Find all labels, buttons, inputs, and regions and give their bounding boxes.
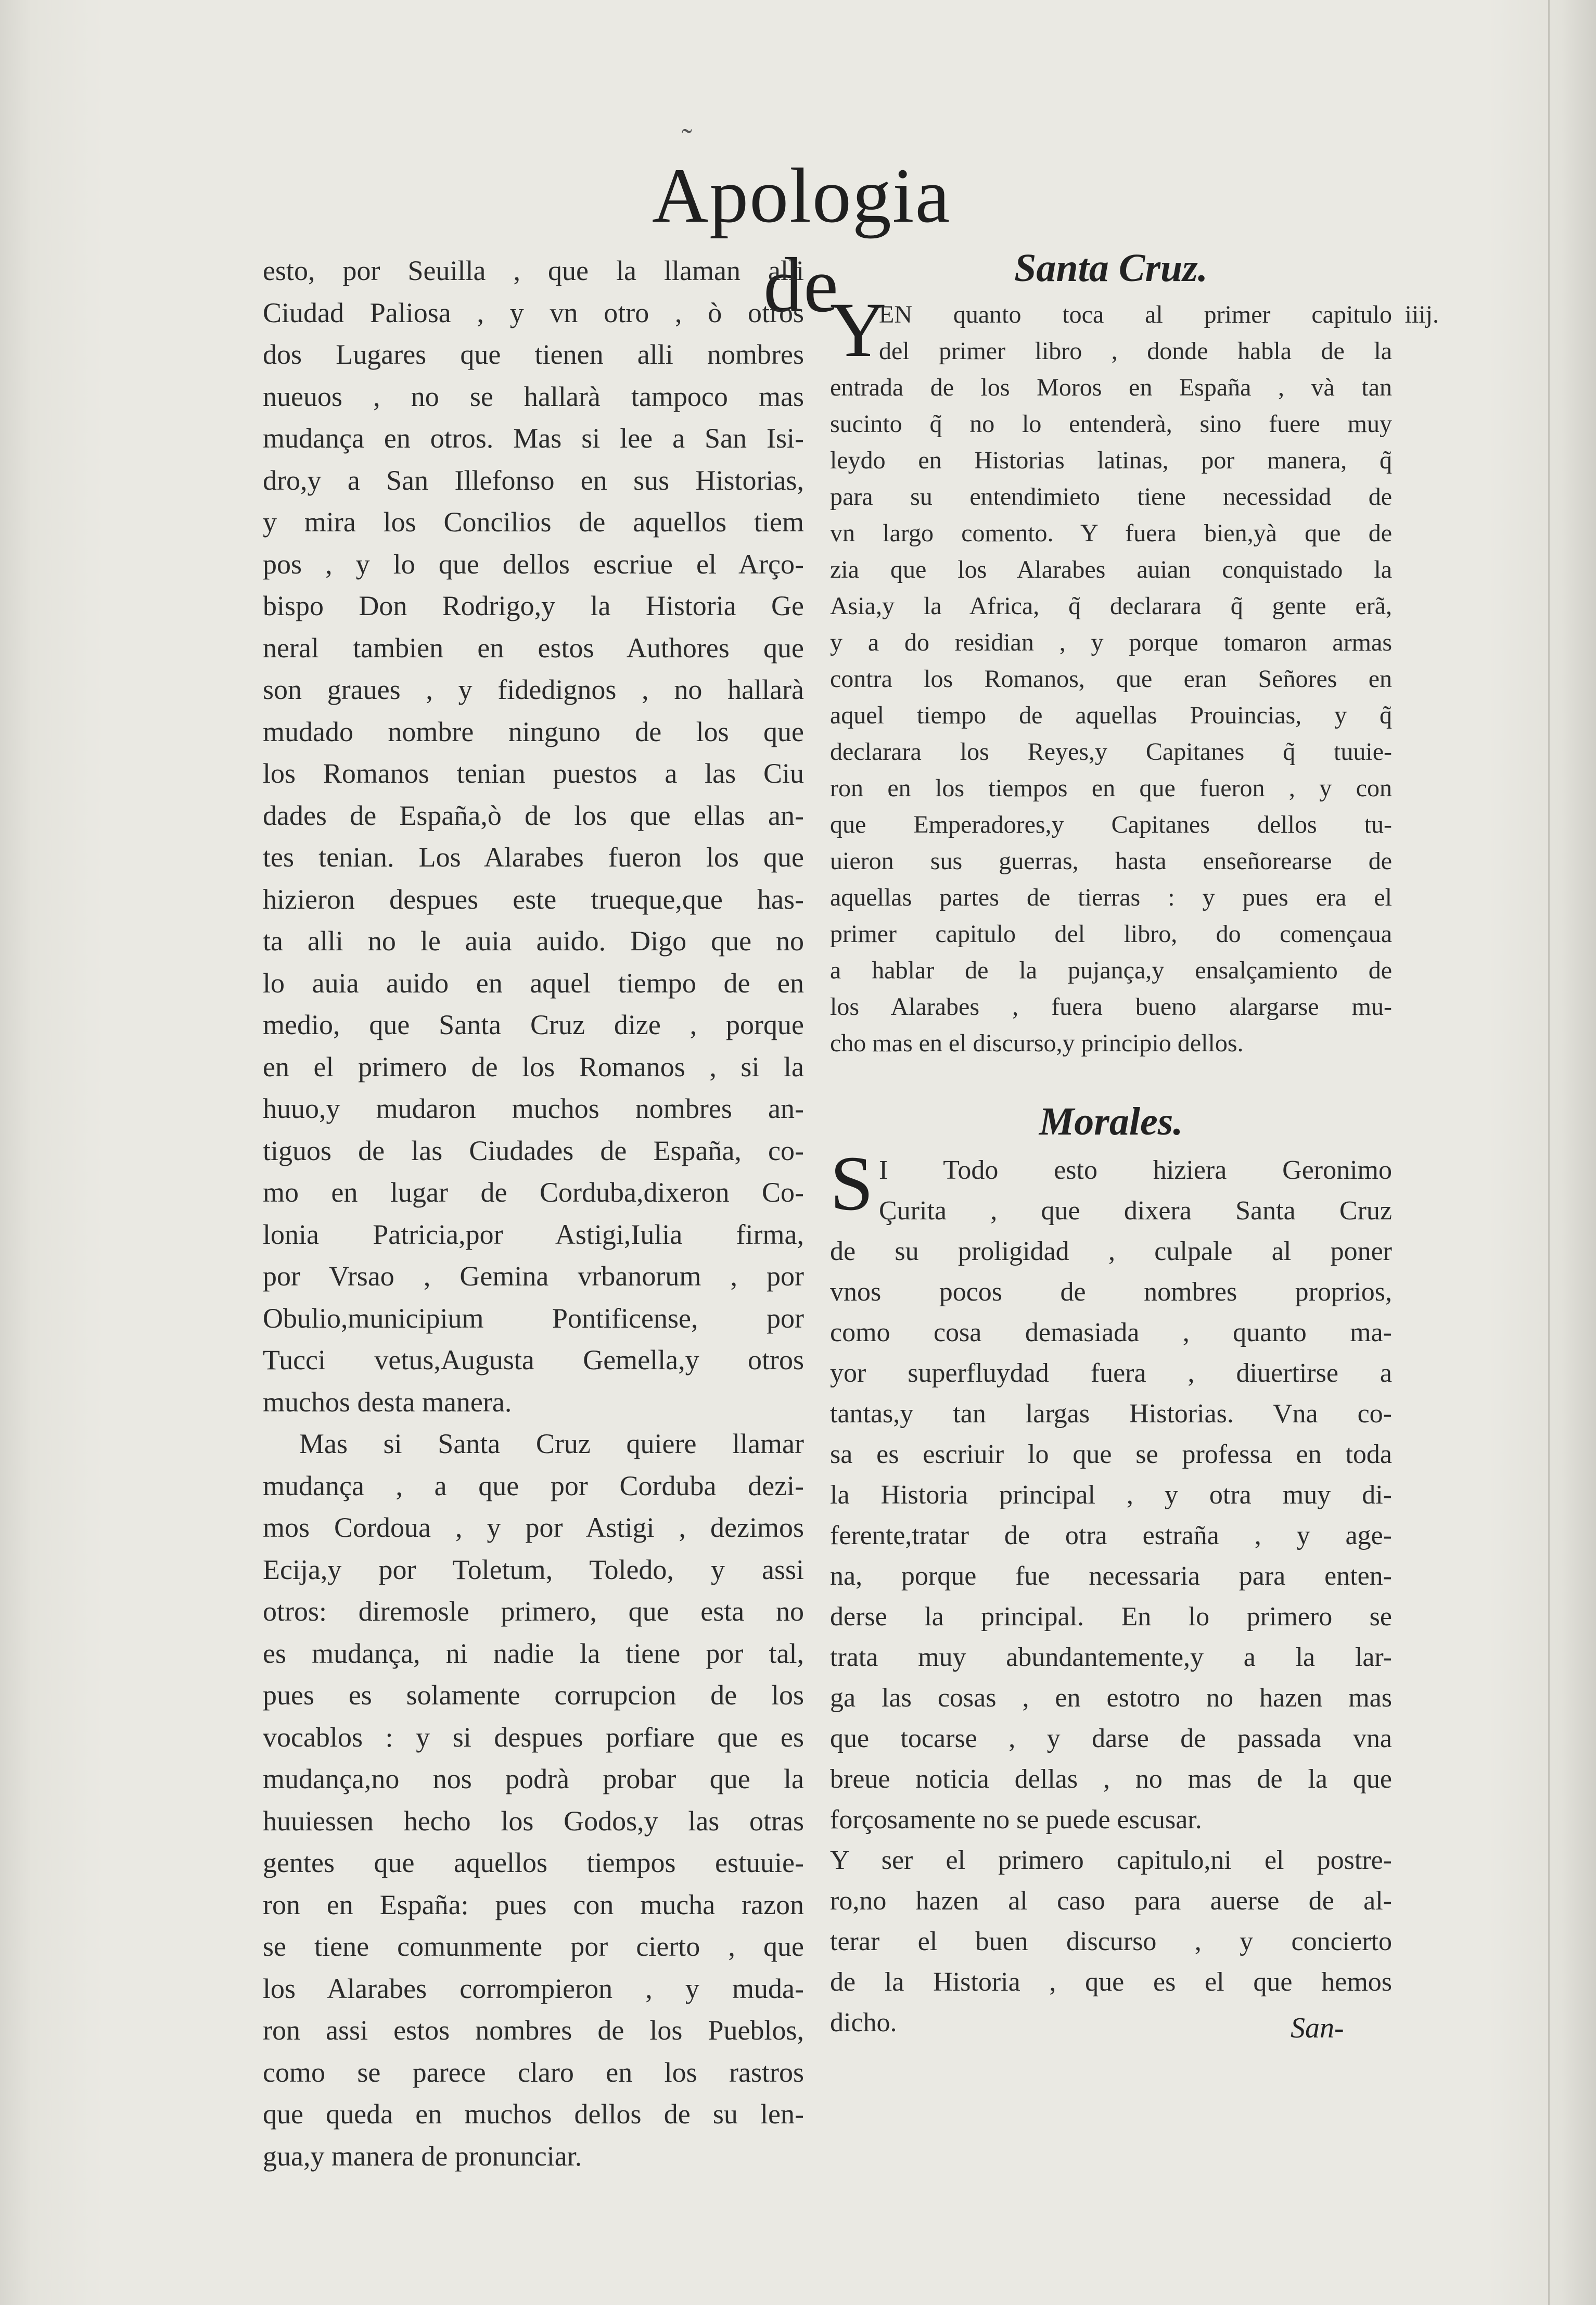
text-line: que Emperadores,y Capitanes dellos tu- [830, 811, 1392, 838]
text-line: mudança , a que por Corduba dezi- [263, 1470, 804, 1501]
section-body [830, 287, 1439, 1062]
text-line: ron en España: pues con mucha razon [263, 1889, 804, 1920]
text-line: ro,no hazen al caso para auerse de al- [830, 1886, 1392, 1916]
text-line: I Todo esto hiziera Geronimo [879, 1155, 1392, 1185]
text-line: lonia Patricia,por Astigi,Iulia firma, [263, 1218, 804, 1250]
text-line: gentes que aquellos tiempos estuuie- [263, 1847, 804, 1878]
text-line: que queda en muchos dellos de su len- [263, 2098, 804, 2130]
running-head: Apologia de [652, 152, 951, 328]
text-line: mos Cordoua , y por Astigi , dezimos [263, 1512, 804, 1543]
right-column [830, 239, 1439, 2043]
text-line: mudança en otros. Mas si lee a San Isi- [263, 423, 804, 454]
text-line: Ciudad Paliosa , y vn otro , ò otros [263, 297, 804, 328]
text-line: contra los Romanos, que eran Señores en [830, 665, 1392, 693]
text-line: huuo,y mudaron muchos nombres an- [263, 1093, 804, 1124]
text-line: terar el buen discurso , y concierto [830, 1927, 1392, 1956]
text-line: EN quanto toca al primer capitulo [879, 301, 1392, 328]
text-line: medio, que Santa Cruz dize , porque [263, 1009, 804, 1040]
text-line: y a do residian , y porque tomaron armas [830, 629, 1392, 656]
text-line: Ecija,y por Toletum, Toledo, y assi [263, 1553, 804, 1585]
text-line: Obulio,municipium Pontificense, por [263, 1302, 804, 1334]
text-line: son graues , y fidedignos , no hallarà [263, 674, 804, 705]
catchword: San- [1291, 2012, 1344, 2044]
text-line: vnos pocos de nombres proprios, [830, 1277, 1392, 1307]
text-line: de su proligidad , culpale al poner [830, 1237, 1392, 1266]
text-line: yor superfluydad fuera , diuertirse a [830, 1358, 1392, 1388]
text-line: Y ser el primero capitulo,ni el postre- [830, 1845, 1392, 1875]
text-line: aquel tiempo de aquellas Prouincias, y q̃ [830, 702, 1392, 729]
text-line: dades de España,ò de los que ellas an- [263, 799, 804, 831]
text-line: Mas si Santa Cruz quiere llamar [299, 1428, 804, 1459]
text-line: en el primero de los Romanos , si la [263, 1051, 804, 1083]
text-line: dro,y a San Illefonso en sus Historias, [263, 464, 804, 496]
section-santa-cruz [830, 239, 1439, 1062]
text-line: bispo Don Rodrigo,y la Historia Ge [263, 590, 804, 621]
text-line: leydo en Historias latinas, por manera, q̃ [830, 447, 1392, 474]
text-line: derse la principal. En lo primero se [830, 1602, 1392, 1632]
text-line: los Alarabes , fuera bueno alargarse mu- [830, 993, 1392, 1021]
text-line: tes tenian. Los Alarabes fueron los que [263, 842, 804, 873]
text-line: vn largo comento. Y fuera bien,yà que de [830, 519, 1392, 547]
drop-cap: S [830, 1140, 874, 1227]
text-line: na, porque fue necessaria para enten- [830, 1561, 1392, 1591]
text-line: mudança,no nos podrà probar que la [263, 1763, 804, 1794]
text-line: Tucci vetus,Augusta Gemella,y otros [263, 1344, 804, 1376]
text-line: primer capitulo del libro, do començaua [830, 920, 1392, 948]
text-line: ron en los tiempos en que fueron , y con [830, 774, 1392, 802]
text-line: del primer libro , donde habla de la [879, 337, 1392, 365]
text-line: ga las cosas , en estotro no hazen mas [830, 1683, 1392, 1713]
text-line: por Vrsao , Gemina vrbanorum , por [263, 1260, 804, 1292]
text-line: declarara los Reyes,y Capitanes q̃ tuuie- [830, 738, 1392, 766]
text-line: mo en lugar de Corduba,dixeron Co- [263, 1177, 804, 1208]
text-line: los Alarabes corrompieron , y muda- [263, 1972, 804, 2004]
text-line: Asia,y la Africa, q̃ declarara q̃ gente erã, [830, 592, 1392, 620]
folio-mark: iiij. [1405, 301, 1439, 328]
text-line: ta alli no le auia auido. Digo que no [263, 925, 804, 957]
text-line: tantas,y tan largas Historias. Vna co- [830, 1399, 1392, 1429]
section-heading: Morales. [1039, 1100, 1183, 1143]
text-line: vocablos : y si despues porfiare que es [263, 1721, 804, 1753]
text-line: se tiene comunmente por cierto , que [263, 1931, 804, 1962]
text-line: es mudança, ni nadie la tiene por tal, [263, 1637, 804, 1669]
text-line: huuiessen hecho los Godos,y las otras [263, 1805, 804, 1837]
text-line: de la Historia , que es el que hemos [830, 1967, 1392, 1997]
text-line: hizieron despues este trueque,que has- [263, 883, 804, 915]
top-mark: ˷ [682, 99, 692, 134]
text-line: breue noticia dellas , no mas de la que [830, 1764, 1392, 1794]
text-line: Çurita , que dixera Santa Cruz [879, 1196, 1392, 1226]
text-line: sa es escriuir lo que se professa en toda [830, 1440, 1392, 1469]
text-line: a hablar de la pujança,y ensalçamiento de [830, 957, 1392, 984]
text-line: zia que los Alarabes auian conquistado la [830, 556, 1392, 583]
text-line: cho mas en el discurso,y principio dellos. [830, 1029, 1244, 1057]
drop-cap: Y [830, 287, 887, 373]
text-line: gua,y manera de pronunciar. [263, 2140, 582, 2172]
text-line: uieron sus guerras, hasta enseñorearse de [830, 847, 1392, 875]
text-line: y mira los Concilios de aquellos tiem [263, 506, 804, 538]
section-heading: Santa Cruz. [1014, 246, 1208, 290]
text-line: esto, por Seuilla , que la llaman alli [263, 255, 804, 286]
text-line: pos , y lo que dellos escriue el Arço- [263, 548, 804, 580]
text-line: aquellas partes de tierras : y pues era el [830, 884, 1392, 911]
text-line: neral tambien en estos Authores que [263, 632, 804, 664]
text-line: lo auia auido en aquel tiempo de en [263, 967, 804, 999]
text-line: que tocarse , y darse de passada vna [830, 1724, 1392, 1753]
text-line: dos Lugares que tienen alli nombres [263, 339, 804, 370]
text-line: ron assi estos nombres de los Pueblos, [263, 2015, 804, 2046]
text-line: como cosa demasiada , quanto ma- [830, 1318, 1392, 1347]
text-line: la Historia principal , y otra muy di- [830, 1480, 1392, 1510]
section-body [830, 1140, 1392, 2043]
text-line: sucinto q̃ no lo entenderà, sino fuere muy [830, 410, 1392, 438]
section-heading-row [830, 239, 1392, 297]
text-line: muchos desta manera. [263, 1386, 512, 1418]
left-column [263, 250, 804, 2177]
text-line: dicho. [830, 2008, 897, 2037]
text-line: entrada de los Moros en España , và tan [830, 374, 1392, 401]
text-line: los Romanos tenian puestos a las Ciu [263, 758, 804, 789]
page-edge [1548, 0, 1550, 2305]
text-line: ferente,tratar de otra estraña , y age- [830, 1521, 1392, 1550]
text-line: forçosamente no se puede escusar. [830, 1805, 1202, 1835]
text-line: otros: diremosle primero, que esta no [263, 1596, 804, 1627]
text-line: nueuos , no se hallarà tampoco mas [263, 380, 804, 412]
text-line: como se parece claro en los rastros [263, 2056, 804, 2088]
section-morales [830, 1093, 1392, 2043]
text-line: pues es solamente corrupcion de los [263, 1679, 804, 1711]
text-line: para su entendimieto tiene necessidad de [830, 483, 1392, 511]
text-line: mudado nombre ninguno de los que [263, 716, 804, 747]
text-line: trata muy abundantemente,y a la lar- [830, 1642, 1392, 1672]
text-line: tiguos de las Ciudades de España, co- [263, 1135, 804, 1166]
